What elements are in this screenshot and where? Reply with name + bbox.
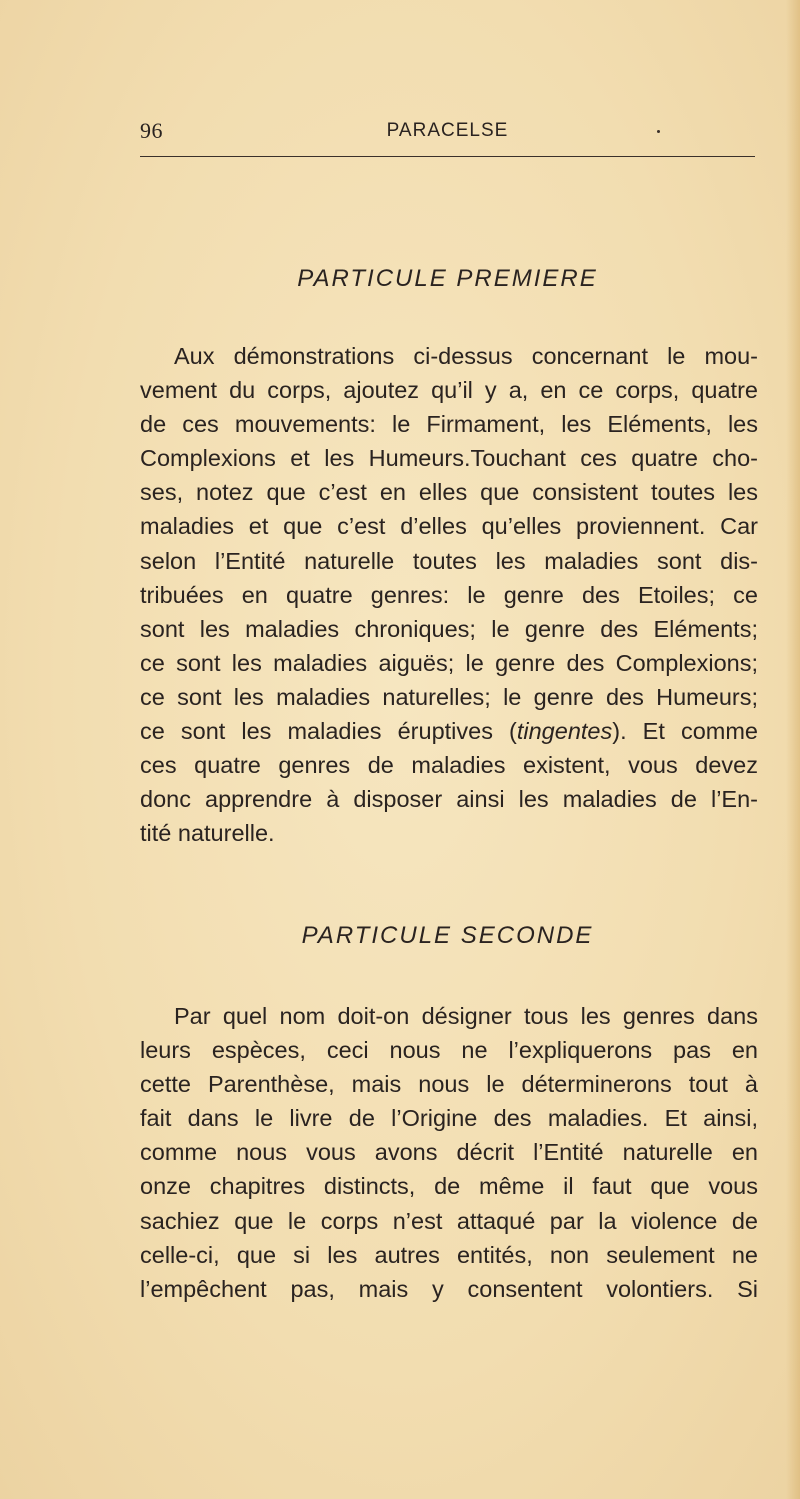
italic-term: tingentes <box>516 718 613 745</box>
text-line: sachiez que le corps n’est attaqué par la violence de <box>140 1207 758 1234</box>
text-line: donc apprendre à disposer ainsi les maladies de l’En- <box>140 786 758 813</box>
text-line: ses, notez que c’est en elles que consistent toutes les <box>140 479 758 506</box>
text-line: tité naturelle. <box>140 820 275 847</box>
section-title-premiere: PARTICULE PREMIERE <box>297 265 598 292</box>
text-line: sont les maladies chroniques; le genre des Eléments; <box>140 615 758 642</box>
header-rule <box>140 156 755 157</box>
text-line: tribuées en quatre genres: le genre des Etoiles; ce <box>140 581 758 608</box>
text-segment: ce sont les maladies éruptives ( <box>140 718 517 745</box>
text-line: ce sont les maladies aiguës; le genre des Complexions; <box>140 649 758 676</box>
paragraph-premiere <box>140 339 758 850</box>
running-head: PARACELSE <box>386 120 509 141</box>
text-line: ce sont les maladies naturelles; le genre des Humeurs; <box>140 683 758 710</box>
page-edge-shadow <box>786 0 800 1499</box>
text-line: leurs espèces, ceci nous ne l’expliquerons pas en <box>140 1037 758 1064</box>
text-line: celle-ci, que si les autres entités, non seulement ne <box>140 1241 758 1268</box>
text-line: comme nous vous avons décrit l’Entité naturelle en <box>140 1139 758 1166</box>
text-line: fait dans le livre de l’Origine des maladies. Et ainsi, <box>140 1105 758 1132</box>
text-line: ces quatre genres de maladies existent, vous devez <box>140 752 758 779</box>
text-line: l’empêchent pas, mais y consentent volontiers. Si <box>140 1275 758 1302</box>
section-title-seconde: PARTICULE SECONDE <box>301 922 594 949</box>
text-line-with-italic <box>140 714 758 748</box>
text-line: Par quel nom doit-on désigner tous les genres dans <box>174 1003 758 1029</box>
page-header <box>140 118 755 148</box>
text-line: de ces mouvements: le Firmament, les Eléments, les <box>140 411 758 438</box>
text-line: cette Parenthèse, mais nous le déterminerons tout à <box>140 1071 758 1098</box>
paragraph-seconde <box>140 999 758 1306</box>
text-line: maladies et que c’est d’elles qu’elles proviennent. Car <box>140 513 758 540</box>
text-line: onze chapitres distincts, de même il faut que vous <box>140 1173 758 1200</box>
text-line: Complexions et les Humeurs.Touchant ces quatre cho- <box>140 445 758 472</box>
header-dot <box>657 130 660 133</box>
text-line: selon l’Entité naturelle toutes les maladies sont dis- <box>140 547 758 574</box>
text-line: Aux démonstrations ci-dessus concernant le mou- <box>174 343 758 369</box>
text-line: vement du corps, ajoutez qu’il y a, en ce corps, quatre <box>140 377 758 404</box>
page-number: 96 <box>140 118 163 143</box>
text-segment: ). Et comme <box>612 718 758 745</box>
